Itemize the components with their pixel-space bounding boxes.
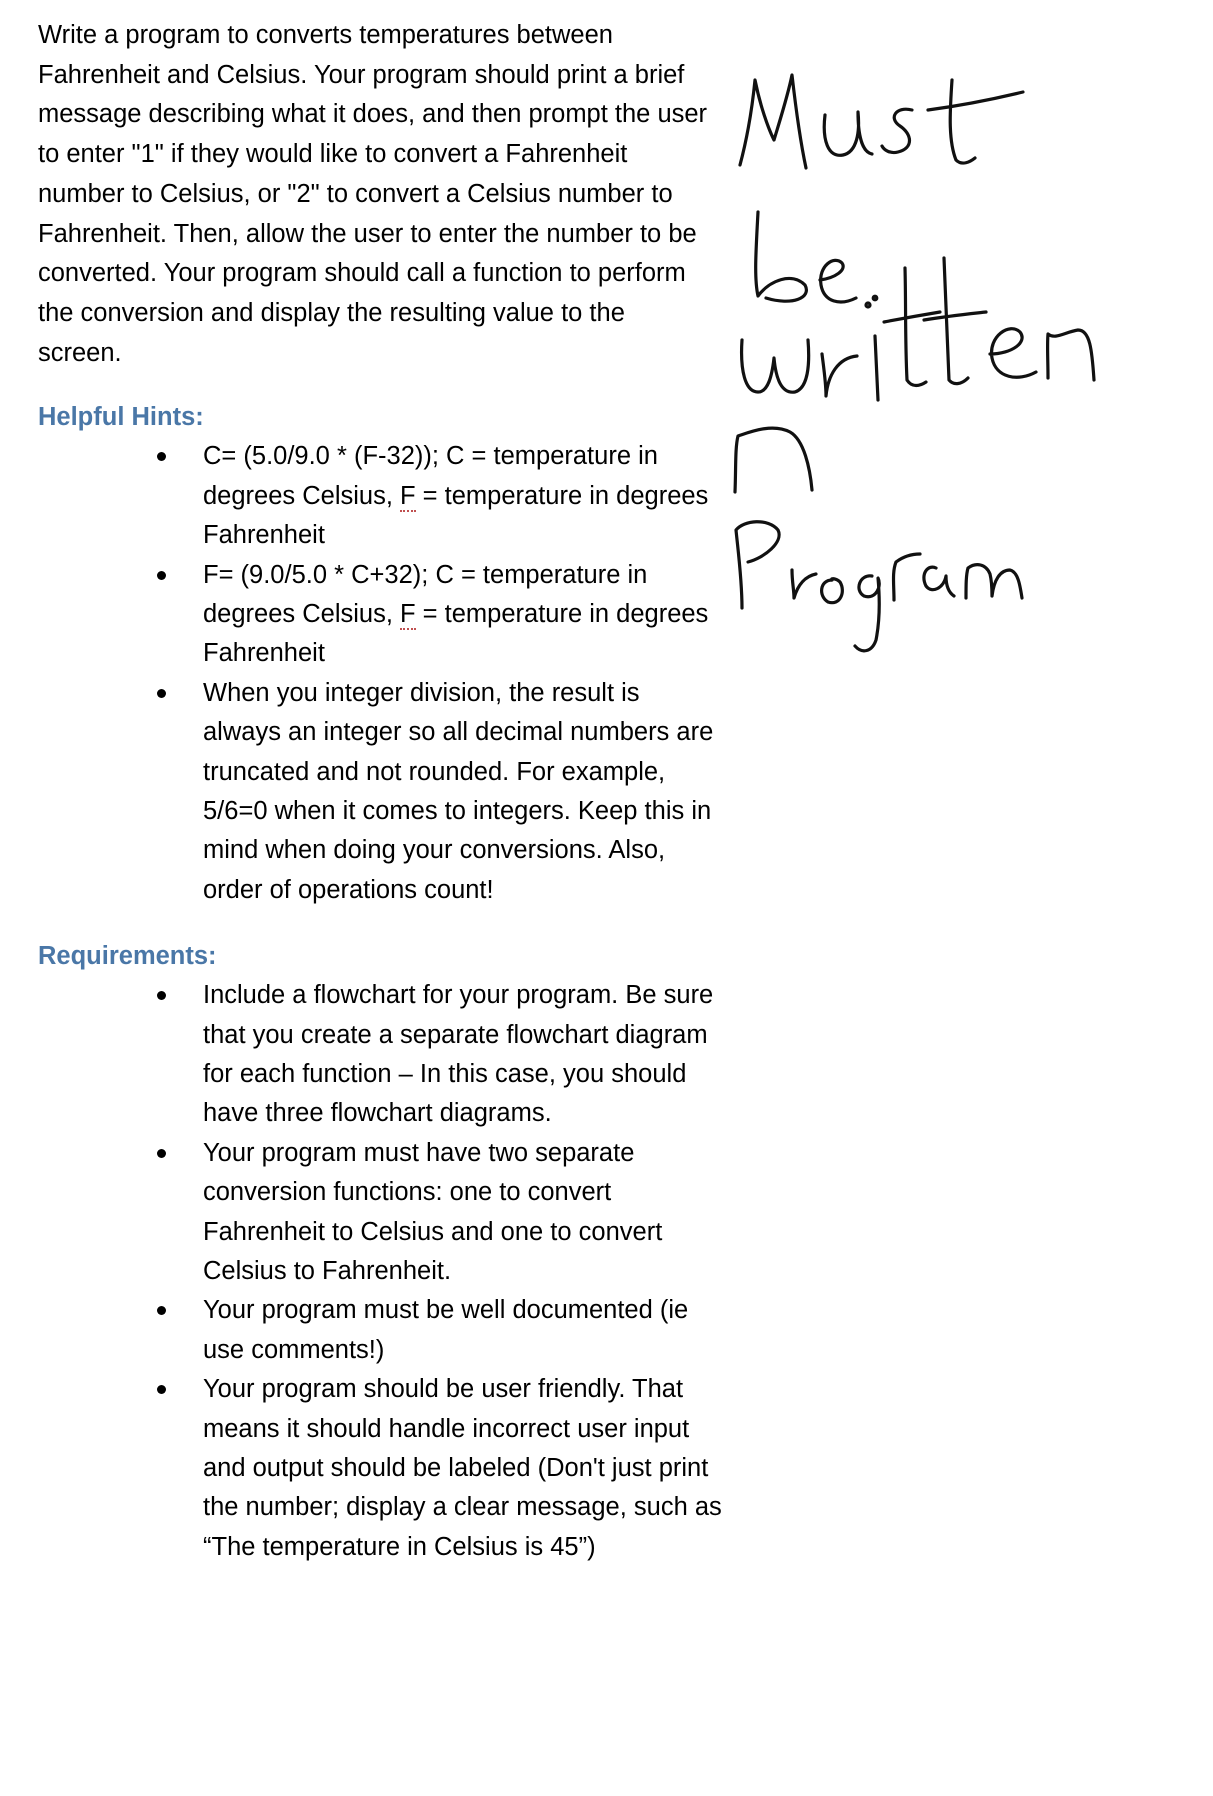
helpful-hints-heading: Helpful Hints:	[38, 403, 204, 432]
requirement-text: Your program should be user friendly. That means it should handle incorrect user input and output should be labeled (Don't just print the number; display a clear message, such as “The temperature in Celsius is 45”)	[203, 1375, 722, 1561]
bullet-icon	[157, 689, 166, 698]
requirement-item-flowchart	[38, 976, 723, 1134]
handwritten-must	[740, 75, 1023, 168]
hint-variable-f: F	[400, 481, 416, 510]
requirement-item-documented	[38, 1291, 723, 1370]
hint-text-part: C= (5.0/9.0 * (F-32)); C = temperature in degrees Celsius,	[203, 442, 658, 510]
requirement-text: Your program must be well documented (ie use comments!)	[203, 1296, 689, 1364]
handwritten-c-program	[700, 522, 1022, 651]
hint-text-part: = temperature in degrees Fahrenheit	[203, 481, 709, 550]
requirements-heading: Requirements:	[38, 942, 217, 971]
handwritten-in	[700, 403, 812, 502]
hint-text: When you integer division, the result is always an integer so all decimal numbers are truncated and not rounded. For example, 5/6=0 when it comes to integers. Keep this in mind when doing your conversions. Also, order of operations count!	[203, 678, 714, 904]
requirement-text: Include a flowchart for your program. Be sure that you create a separate flowchart diagram for each function – In this case, you should have three flowchart diagrams.	[203, 981, 714, 1128]
hint-item-formula-celsius	[38, 437, 723, 555]
requirements-list	[38, 976, 722, 1567]
requirement-item-functions	[38, 1134, 723, 1292]
intro-paragraph: Write a program to converts temperatures between Fahrenheit and Celsius. Your program should print a brief message describing what it does, and then prompt the user to enter "1" if they would like to convert a Fahrenheit number to Celsius, or "2" to convert a Celsius number to Fahrenheit. Then, allow the user to enter the number to be converted. Your program should call a function to perform the conversion and display the resulting value to the screen.	[38, 21, 708, 367]
assignment-document	[38, 16, 722, 1567]
bullet-icon	[157, 452, 166, 461]
hint-text-part: F= (9.0/5.0 * C+32); C = temperature in degrees Celsius,	[203, 560, 648, 628]
bullet-icon	[157, 991, 166, 1000]
handwritten-be	[756, 212, 870, 307]
hint-item-integer-division	[38, 674, 723, 910]
requirement-item-user-friendly	[38, 1370, 723, 1567]
bullet-icon	[157, 1385, 166, 1394]
hint-variable-f: F	[400, 599, 416, 628]
hint-item-formula-fahrenheit	[38, 556, 723, 674]
hints-list	[38, 437, 718, 910]
hint-text-part: = temperature in degrees Fahrenheit	[203, 599, 709, 668]
bullet-icon	[157, 1306, 166, 1315]
handwritten-note-must-be-written-in-c-program	[700, 40, 1180, 760]
bullet-icon	[157, 571, 166, 580]
requirement-text: Your program must have two separate conversion functions: one to convert Fahrenheit to Celsius and one to convert Celsius to Fahrenheit.	[203, 1138, 663, 1286]
bullet-icon	[157, 1149, 166, 1158]
